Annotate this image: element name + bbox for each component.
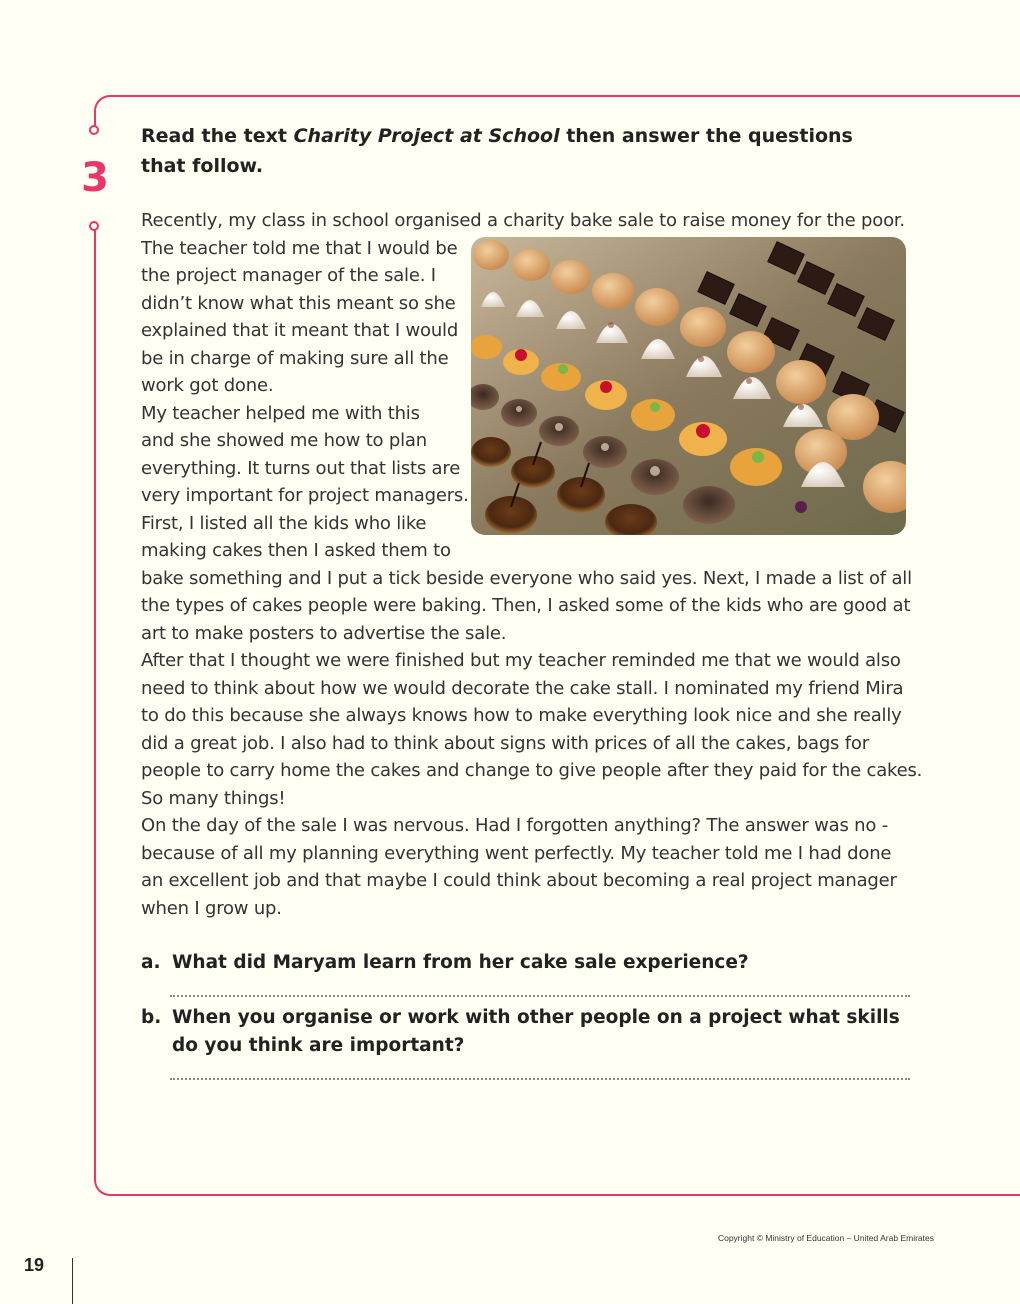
answer-line-a[interactable] [170,995,910,997]
passage-line: did a great job. I also had to think about signs with prices of all the cakes, bags for [141,732,869,754]
frame-bottom-border [94,1178,1020,1196]
question-a [141,949,911,977]
answer-line-b[interactable] [170,1078,910,1080]
passage-line: because of all my planning everything went perfectly. My teacher told me I had done [141,842,892,864]
passage-line: and she showed me how to plan [141,430,427,451]
passage-title: Charity Project at School [293,125,560,147]
passage-line: need to think about how we would decorate the cake stall. I nominated my friend Mira [141,677,904,699]
frame-left-border [94,110,96,126]
task-number: 3 [81,155,109,201]
passage-line: very important for project managers. [141,485,469,506]
passage-line: art to make posters to advertise the sale. [141,622,507,644]
passage-line: making cakes then I asked them to [141,540,451,561]
heading-text: then answer the questions that follow. [141,125,853,177]
question-letter: b. [141,1007,162,1028]
copyright-notice: Copyright © Ministry of Education – United Arab Emirates [717,1233,934,1243]
passage-line: the project manager of the sale. I [141,265,436,286]
passage-line: explained that it meant that I would [141,320,459,341]
passage-line: After that I thought we were finished but my teacher reminded me that we would also [141,650,901,671]
task-heading [141,121,901,181]
page-number: 19 [24,1255,45,1275]
passage-line: didn’t know what this meant so she [141,292,456,314]
passage-line: to do this because she always knows how to make everything look nice and she really [141,705,902,726]
passage-line: My teacher helped me with this [141,402,420,424]
question-b [141,1004,911,1060]
frame-dot-top [89,125,99,135]
question-text: When you organise or work with other people on a project what skills do you think are important? [172,1007,900,1056]
passage-line: be in charge of making sure all the [141,347,449,369]
cakes-photo [471,237,906,535]
passage-line: the types of cakes people were baking. Then, I asked some of the kids who are good at [141,595,911,616]
passage-line: bake something and I put a tick beside everyone who said yes. Next, I made a list of all [141,567,912,589]
passage-line: work got done. [141,375,274,396]
page-number-divider [72,1258,73,1304]
passage-line: when I grow up. [141,897,282,919]
passage-line: First, I listed all the kids who like [141,512,427,534]
question-letter: a. [141,952,161,973]
passage-line: everything. It turns out that lists are [141,457,461,479]
passage-line: people to carry home the cakes and change to give people after they paid for the cakes. [141,760,923,781]
passage-line: Recently, my class in school organised a charity bake sale to raise money for the poor. [141,210,905,231]
passage-line: On the day of the sale I was nervous. Had I forgotten anything? The answer was no - [141,815,889,836]
frame-top-border [94,95,1020,113]
heading-text: Read the text [141,125,294,147]
question-text: What did Maryam learn from her cake sale experience? [172,952,749,973]
passage-line: an excellent job and that maybe I could think about becoming a real project manager [141,870,897,891]
frame-left-border [94,230,96,1180]
passage-line: So many things! [141,787,286,809]
passage-line: The teacher told me that I would be [141,237,458,259]
